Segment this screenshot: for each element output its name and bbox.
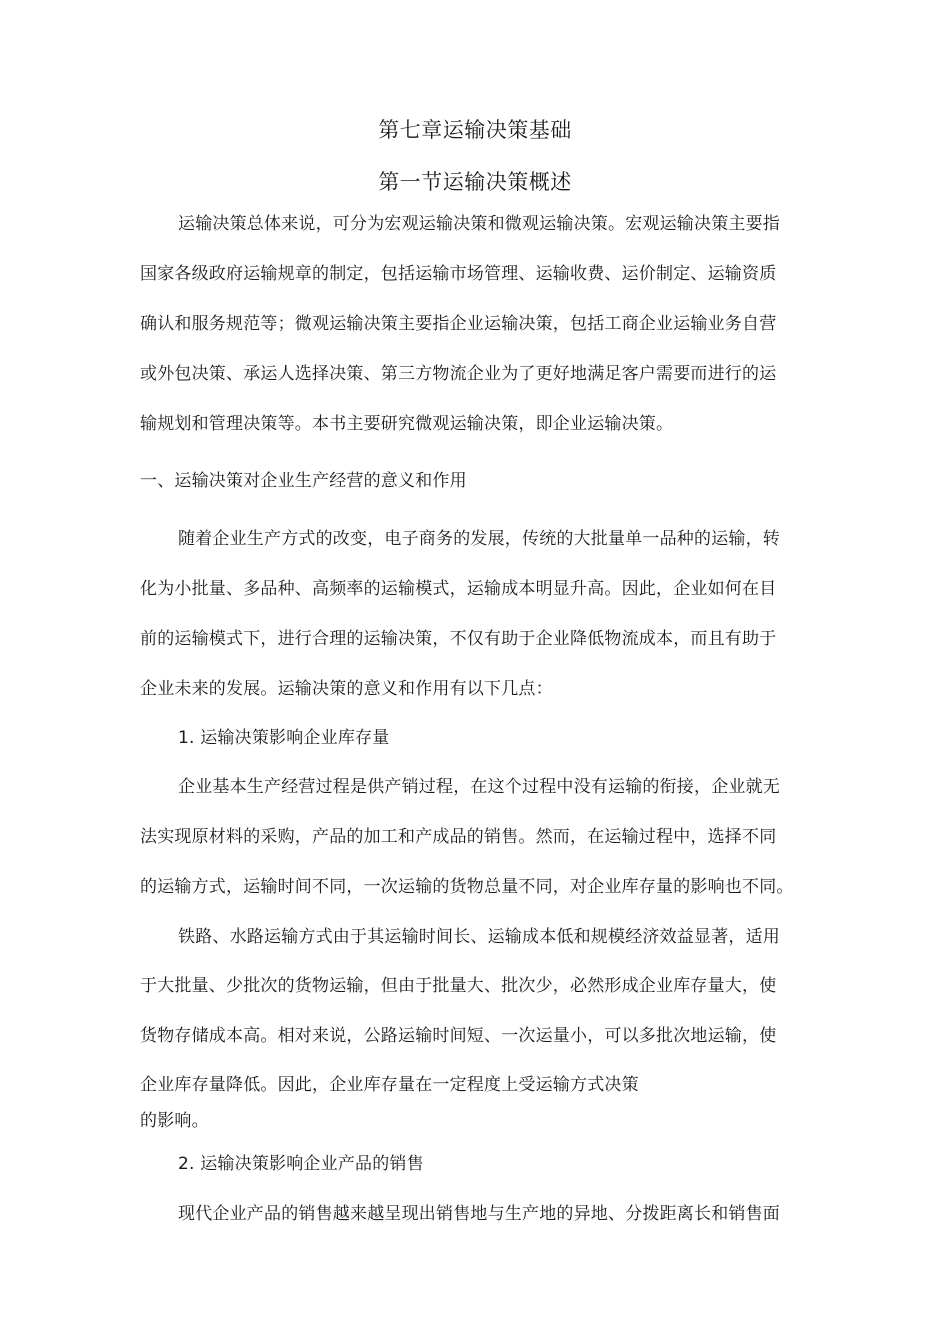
paragraph-line: 的运输方式，运输时间不同，一次运输的货物总量不同，对企业库存量的影响也不同。 (140, 877, 794, 897)
subheading-inventory: 1. 运输决策影响企业库存量 (178, 728, 390, 748)
paragraph-line: 企业基本生产经营过程是供产销过程，在这个过程中没有运输的衔接，企业就无 (178, 777, 780, 797)
paragraph-line: 确认和服务规范等；微观运输决策主要指企业运输决策，包括工商企业运输业务自营 (140, 314, 777, 334)
paragraph-line: 现代企业产品的销售越来越呈现出销售地与生产地的异地、分拨距离长和销售面 (178, 1204, 780, 1224)
paragraph-line: 法实现原材料的采购，产品的加工和产成品的销售。然而，在运输过程中，选择不同 (140, 827, 777, 847)
paragraph-line: 输规划和管理决策等。本书主要研究微观运输决策，即企业运输决策。 (140, 414, 674, 434)
section-heading: 一、运输决策对企业生产经营的意义和作用 (140, 471, 467, 491)
paragraph-line: 货物存储成本高。相对来说，公路运输时间短、一次运量小，可以多批次地运输，使 (140, 1026, 777, 1046)
paragraph-line: 前的运输模式下，进行合理的运输决策，不仅有助于企业降低物流成本，而且有助于 (140, 629, 777, 649)
paragraph-line: 企业未来的发展。运输决策的意义和作用有以下几点： (140, 679, 553, 699)
section-title: 第一节运输决策概述 (378, 170, 572, 194)
paragraph-line: 随着企业生产方式的改变，电子商务的发展，传统的大批量单一品种的运输，转 (178, 529, 780, 549)
paragraph-line: 运输决策总体来说，可分为宏观运输决策和微观运输决策。宏观运输决策主要指 (178, 214, 780, 234)
paragraph-line: 的影响。 (140, 1111, 209, 1131)
paragraph-line: 企业库存量降低。因此，企业库存量在一定程度上受运输方式决策 (140, 1075, 639, 1095)
chapter-title: 第七章运输决策基础 (378, 118, 572, 142)
subheading-sales: 2. 运输决策影响企业产品的销售 (178, 1154, 424, 1174)
paragraph-line: 国家各级政府运输规章的制定，包括运输市场管理、运输收费、运价制定、运输资质 (140, 264, 777, 284)
paragraph-line: 于大批量、少批次的货物运输，但由于批量大、批次少，必然形成企业库存量大，使 (140, 976, 777, 996)
paragraph-line: 化为小批量、多品种、高频率的运输模式，运输成本明显升高。因此，企业如何在目 (140, 579, 777, 599)
paragraph-line: 或外包决策、承运人选择决策、第三方物流企业为了更好地满足客户需要而进行的运 (140, 364, 777, 384)
paragraph-line: 铁路、水路运输方式由于其运输时间长、运输成本低和规模经济效益显著，适用 (178, 927, 780, 947)
